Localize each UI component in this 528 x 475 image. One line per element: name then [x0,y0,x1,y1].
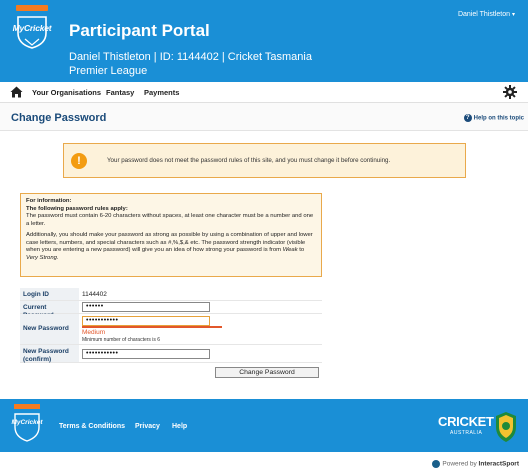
footer-shield-icon [13,412,41,442]
new-password-row [20,314,322,345]
info-advice-weak: Weak [282,247,298,253]
info-advice: Additionally, you should make your password as strong as possible by using a combination of upper and lower case letters, numbers, and special characters such as #,%,$,& etc. The password strength indicator (visible when you are entering a new password) will give you an idea of how strong your password is from [26,232,313,253]
interactsport-icon [432,460,440,468]
logo-text: MyCricket [12,23,52,33]
footer-link-terms[interactable]: Terms & Conditions [59,423,125,430]
login-id-label: Login ID [20,288,79,300]
current-password-label: Current [20,301,79,313]
header [0,0,528,82]
confirm-password-input[interactable]: ••••••••••• [82,349,210,359]
new-password-input[interactable]: ••••••••••• [82,316,210,326]
ca-sub: AUSTRALIA [450,430,483,436]
page-title-bar [0,103,528,131]
help-link[interactable] [464,114,524,122]
nav-item-your-organisations[interactable]: Your Organisations [32,88,102,97]
gear-icon[interactable] [503,85,517,99]
powered-by[interactable] [432,460,519,468]
page-title: Change Password [11,112,107,124]
footer-logo-tag [14,404,40,409]
cricket-australia-logo [438,411,518,445]
chevron-down-icon: ▾ [511,12,515,18]
powered-by-brand: InteractSport [478,460,519,468]
min-chars-hint: Minimum number of characters is 6 [82,337,161,343]
info-rule: The password must contain 6-20 characters without spaces, at least one character must be a number and one a letter. [26,213,314,227]
mycricket-logo[interactable] [9,5,53,51]
login-id-value: 1144402 [82,291,107,298]
new-password-label: New Password [20,314,79,344]
footer-link-privacy[interactable]: Privacy [135,423,160,430]
user-menu[interactable] [458,11,515,18]
logo-tag [16,5,48,11]
nav-item-payments[interactable]: Payments [144,88,180,97]
current-password-input[interactable]: •••••• [82,302,210,312]
warning-message: Your password does not meet the password rules of this site, and you must change it before continuing. [107,157,391,164]
footer-link-help[interactable]: Help [172,423,188,430]
current-password-row [20,301,322,314]
confirm-label-line1: New Password [23,348,69,355]
change-password-button[interactable]: Change Password [215,367,319,378]
exclamation-icon: ! [71,153,87,169]
portal-title: Participant Portal [69,21,210,40]
footer-logo-text: MyCricket [11,419,43,426]
info-advice-end: . [56,254,59,261]
ca-text: CRICKET [438,414,494,429]
footer-mycricket-logo[interactable] [9,404,45,444]
footer [0,399,528,452]
crest-icon [494,411,518,443]
help-icon: ? [464,114,472,122]
info-heading: For information: [26,198,72,204]
login-id-row [20,288,322,301]
info-subheading: The following password rules apply: [26,205,128,212]
user-menu-label: Daniel Thistleton [457,11,510,18]
info-box [20,193,322,277]
home-icon[interactable] [10,86,23,98]
info-advice-to: to [297,247,305,253]
confirm-password-row [20,345,322,363]
main-nav [0,82,528,103]
password-strength-text: Medium [82,329,106,336]
confirm-label-line2: (confirm) [23,355,52,363]
user-info: Daniel Thistleton | ID: 1144402 | Cricket Tasmania Premier League [69,51,312,77]
powered-by-label: Powered by [442,460,477,468]
confirm-password-label [20,345,79,362]
nav-item-fantasy[interactable]: Fantasy [106,88,135,97]
warning-box [63,143,466,178]
password-strength-bar [82,326,222,328]
info-advice-strong: Very Strong [26,254,57,261]
help-link-label: Help on this topic [473,115,524,122]
